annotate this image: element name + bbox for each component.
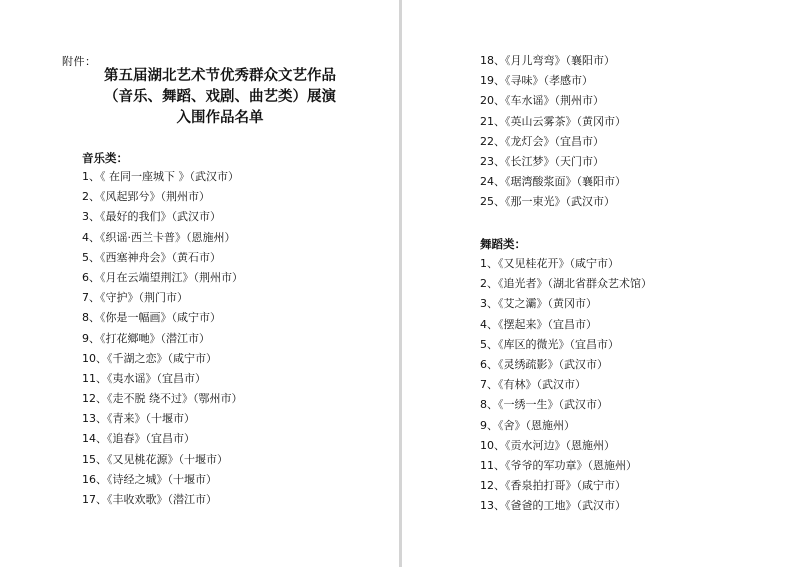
list-item: 21、《英山云雾茶》（黄冈市）	[480, 114, 626, 128]
list-item: 11、《夷水谣》（宜昌市）	[82, 371, 206, 385]
dance-section-heading: 舞蹈类：	[480, 237, 526, 251]
list-item: 19、《寻味》（孝感市）	[480, 74, 593, 88]
document-page-left	[0, 0, 399, 567]
list-item: 3、《艾之灞》（黄冈市）	[480, 297, 597, 311]
list-item: 18、《月儿弯弯》（襄阳市）	[480, 54, 615, 67]
list-item: 2、《追光者》（湖北省群众艺术馆）	[480, 277, 652, 291]
list-item: 10、《千湖之恋》（咸宁市）	[82, 351, 217, 365]
list-item: 1、《 在同一座城下 》（武汉市）	[82, 170, 239, 183]
music-list-continued	[480, 51, 626, 213]
list-item: 4、《摆起来》（宜昌市）	[480, 317, 597, 331]
list-item: 12、《走不脱 绕不过》（鄂州市）	[82, 392, 243, 406]
list-item: 16、《诗经之城》（十堰市）	[82, 472, 217, 486]
list-item: 13、《爸爸的工地》（武汉市）	[480, 499, 626, 513]
list-item: 8、《一绣一生》（武汉市）	[480, 398, 608, 412]
list-item: 23、《长江梦》（天门市）	[480, 154, 604, 168]
list-item: 8、《你是一幅画》（咸宁市）	[82, 311, 221, 325]
title-line-2: （音乐、舞蹈、戏剧、曲艺类）展演	[104, 88, 336, 105]
list-item: 4、《织谣·西兰卡普》（恩施州）	[82, 230, 236, 244]
list-item: 2、《风起郢兮》（荆州市）	[82, 190, 210, 204]
dance-list	[480, 254, 652, 516]
list-item: 9、《打花鄉哋》（潜江市）	[82, 331, 210, 345]
list-item: 3、《最好的我们》（武汉市）	[82, 210, 221, 224]
list-item: 22、《龙灯会》（宜昌市）	[480, 134, 604, 148]
list-item: 6、《灵绣疏影》（武汉市）	[480, 357, 608, 371]
list-item: 1、《又见桂花开》（咸宁市）	[480, 257, 619, 270]
list-item: 15、《又见桃花源》（十堰市）	[82, 452, 228, 466]
list-item: 25、《那一束光》（武汉市）	[480, 195, 615, 209]
list-item: 12、《香泉拍打哥》（咸宁市）	[480, 479, 626, 493]
attachment-label: 附件：	[62, 55, 97, 68]
title-line-1: 第五届湖北艺术节优秀群众文艺作品	[104, 67, 336, 84]
list-item: 7、《有林》（武汉市）	[480, 378, 586, 392]
music-section-heading: 音乐类：	[82, 151, 128, 165]
list-item: 13、《青来》（十堰市）	[82, 412, 195, 426]
list-item: 20、《车水谣》（荆州市）	[480, 94, 604, 108]
list-item: 9、《舍》（恩施州）	[480, 418, 575, 432]
music-list	[82, 167, 243, 510]
list-item: 6、《月在云端望荆江》（荆州市）	[82, 270, 243, 284]
list-item: 7、《守护》（荆门市）	[82, 291, 188, 305]
list-item: 11、《爷爷的军功章》（恩施州）	[480, 458, 637, 472]
title-line-3: 入围作品名单	[176, 109, 264, 126]
list-item: 24、《琚湾酸浆面》（襄阳市）	[480, 175, 626, 189]
list-item: 14、《追春》（宜昌市）	[82, 432, 195, 446]
list-item: 5、《西塞神舟会》（黄石市）	[82, 250, 221, 264]
list-item: 5、《库区的微光》（宜昌市）	[480, 337, 619, 351]
list-item: 10、《贡水河边》（恩施州）	[480, 438, 615, 452]
list-item: 17、《丰收欢歌》（潜江市）	[82, 493, 217, 506]
